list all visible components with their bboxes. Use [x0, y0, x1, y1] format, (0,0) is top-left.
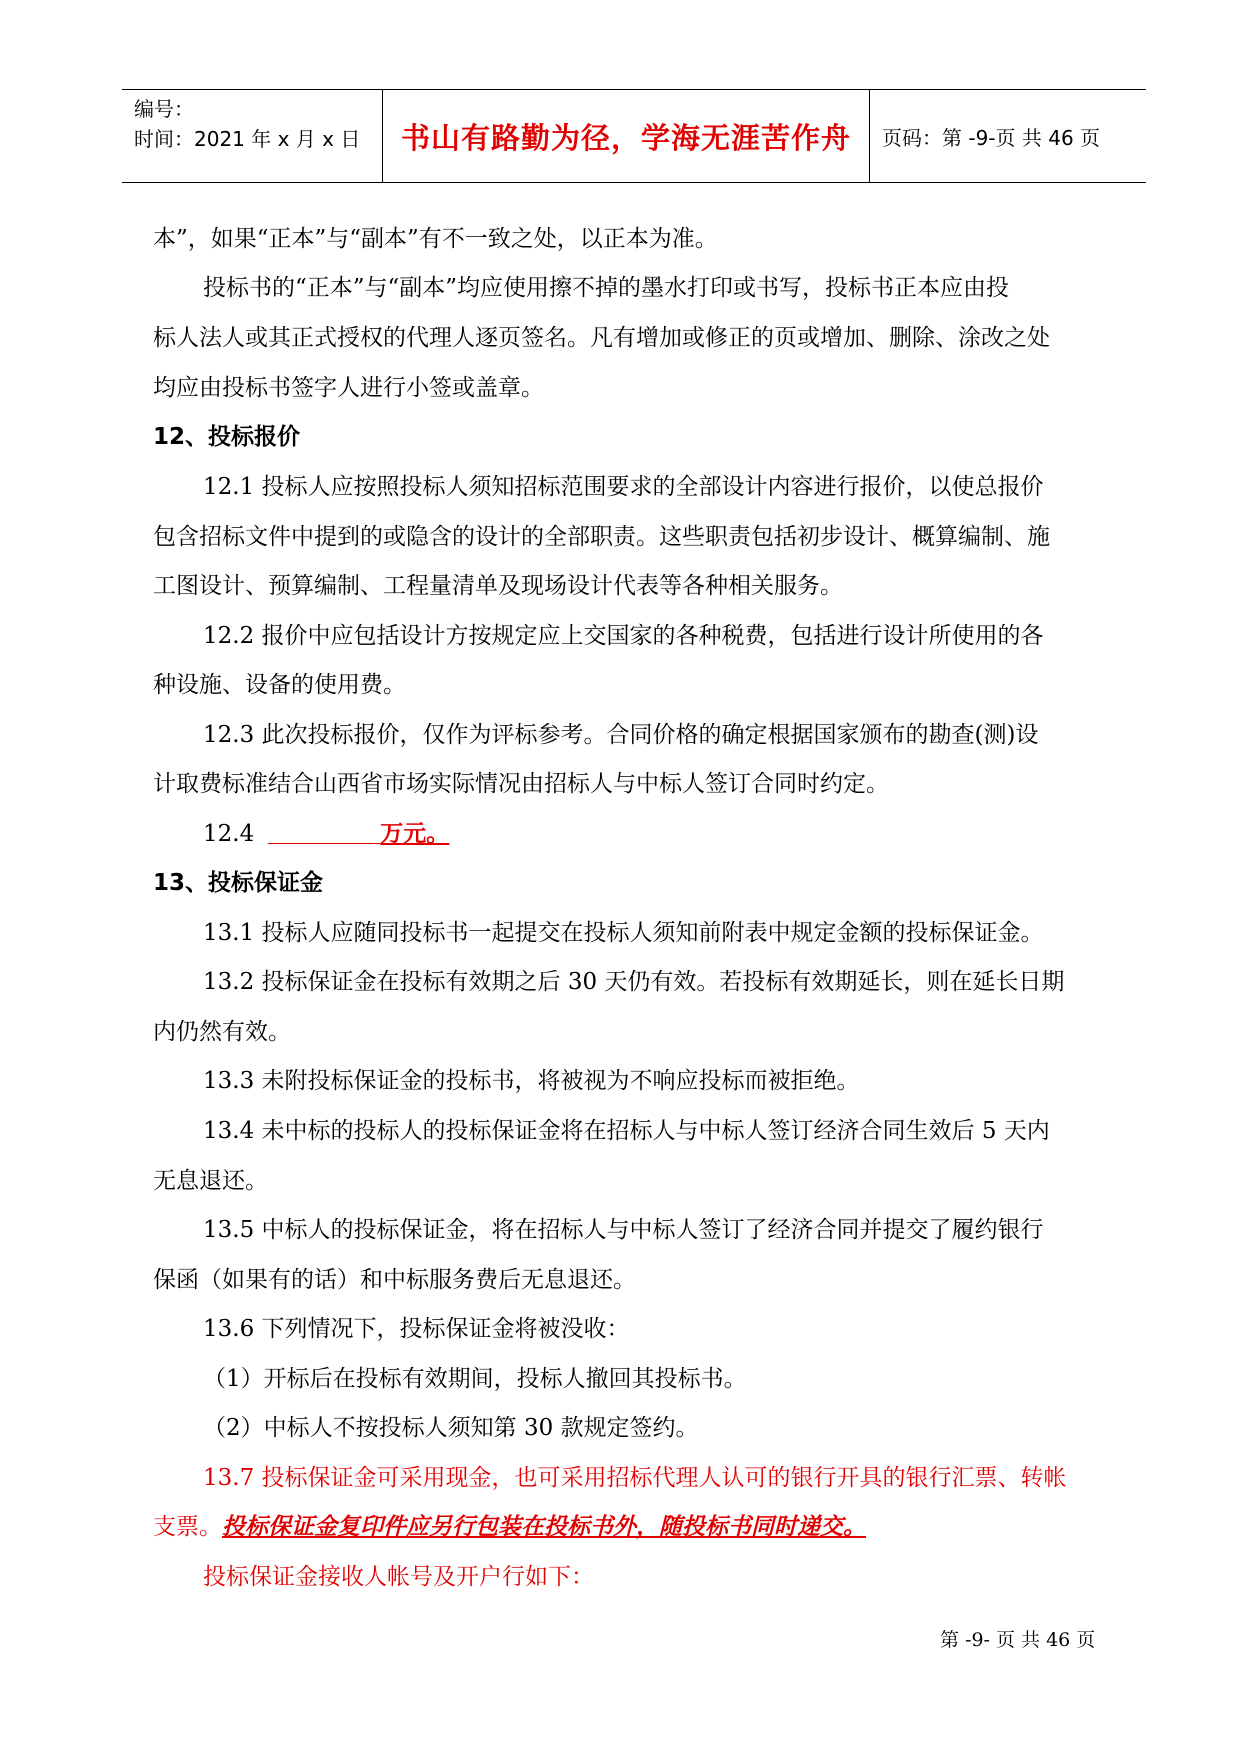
paragraph-line: 13.5 中标人的投标保证金，将在招标人与中标人签订了经济合同并提交了履约银行	[203, 1217, 1044, 1243]
paragraph-line: 13.2 投标保证金在投标有效期之后 30 天仍有效。若投标有效期延长，则在延长日期	[203, 969, 1065, 995]
paragraph-line: 无息退还。	[153, 1168, 268, 1194]
emphasized-notice: 投标保证金复印件应另行包装在投标书外，随投标书同时递交。	[222, 1513, 866, 1540]
header-meta	[122, 90, 382, 182]
paragraph-line: 本”，如果“正本”与“副本”有不一致之处，以正本为准。	[153, 226, 718, 252]
section-heading-12: 12、投标报价	[153, 424, 301, 450]
paragraph-line: 13.3 未附投标保证金的投标书，将被视为不响应投标而被拒绝。	[203, 1068, 860, 1094]
quote-clause-number: 12.4	[203, 821, 255, 847]
highlighted-text: 支票。	[153, 1514, 222, 1540]
section-heading-13: 13、投标保证金	[153, 870, 324, 896]
paragraph-line: 投标书的“正本”与“副本”均应使用擦不掉的墨水打印或书写，投标书正本应由投	[203, 275, 1010, 301]
list-item: （1）开标后在投标有效期间，投标人撤回其投标书。	[203, 1366, 747, 1392]
paragraph-line: 13.1 投标人应随同投标书一起提交在投标人须知前附表中规定金额的投标保证金。	[203, 920, 1044, 946]
header-motto: 书山有路勤为径，学海无涯苦作舟	[382, 90, 870, 182]
header-page-label: 页码：第 -9-页 共 46 页	[882, 125, 1101, 150]
amount-unit: 万元。	[380, 820, 450, 847]
highlighted-paragraph-line	[153, 1512, 866, 1542]
paragraph-line: 标人法人或其正式授权的代理人逐页签名。凡有增加或修正的页或增加、删除、涂改之处	[153, 325, 1050, 351]
quote-amount-line	[203, 819, 449, 849]
paragraph-line: 计取费标准结合山西省市场实际情况由招标人与中标人签订合同时约定。	[153, 771, 889, 797]
paragraph-line: 内仍然有效。	[153, 1019, 291, 1045]
paragraph-line: 12.3 此次投标报价，仅作为评标参考。合同价格的确定根据国家颁布的勘查(测)设	[203, 722, 1039, 748]
highlighted-paragraph-line: 投标保证金接收人帐号及开户行如下：	[203, 1564, 594, 1590]
paragraph-line: 13.6 下列情况下，投标保证金将被没收：	[203, 1316, 630, 1342]
document-number-label: 编号：	[134, 97, 194, 121]
paragraph-line: 包含招标文件中提到的或隐含的设计的全部职责。这些职责包括初步设计、概算编制、施	[153, 524, 1050, 550]
list-item: （2）中标人不按投标人须知第 30 款规定签约。	[203, 1415, 699, 1441]
paragraph-line: 保函（如果有的话）和中标服务费后无息退还。	[153, 1267, 636, 1293]
paragraph-line: 12.1 投标人应按照投标人须知招标范围要求的全部设计内容进行报价，以使总报价	[203, 474, 1044, 500]
paragraph-line: 12.2 报价中应包括设计方按规定应上交国家的各种税费，包括进行设计所使用的各	[203, 623, 1044, 649]
highlighted-paragraph-line: 13.7 投标保证金可采用现金，也可采用招标代理人认可的银行开具的银行汇票、转帐	[203, 1465, 1067, 1491]
document-time-label: 时间：2021 年 x 月 x 日	[134, 127, 361, 151]
paragraph-line: 均应由投标书签字人进行小签或盖章。	[153, 375, 544, 401]
page-footer: 第 -9- 页 共 46 页	[940, 1629, 1096, 1651]
paragraph-line: 种设施、设备的使用费。	[153, 672, 406, 698]
paragraph-line: 工图设计、预算编制、工程量清单及现场设计代表等各种相关服务。	[153, 573, 843, 599]
amount-blank-field	[268, 821, 380, 844]
paragraph-line: 13.4 未中标的投标人的投标保证金将在招标人与中标人签订经济合同生效后 5 天内	[203, 1118, 1050, 1144]
page-header	[122, 89, 1146, 183]
